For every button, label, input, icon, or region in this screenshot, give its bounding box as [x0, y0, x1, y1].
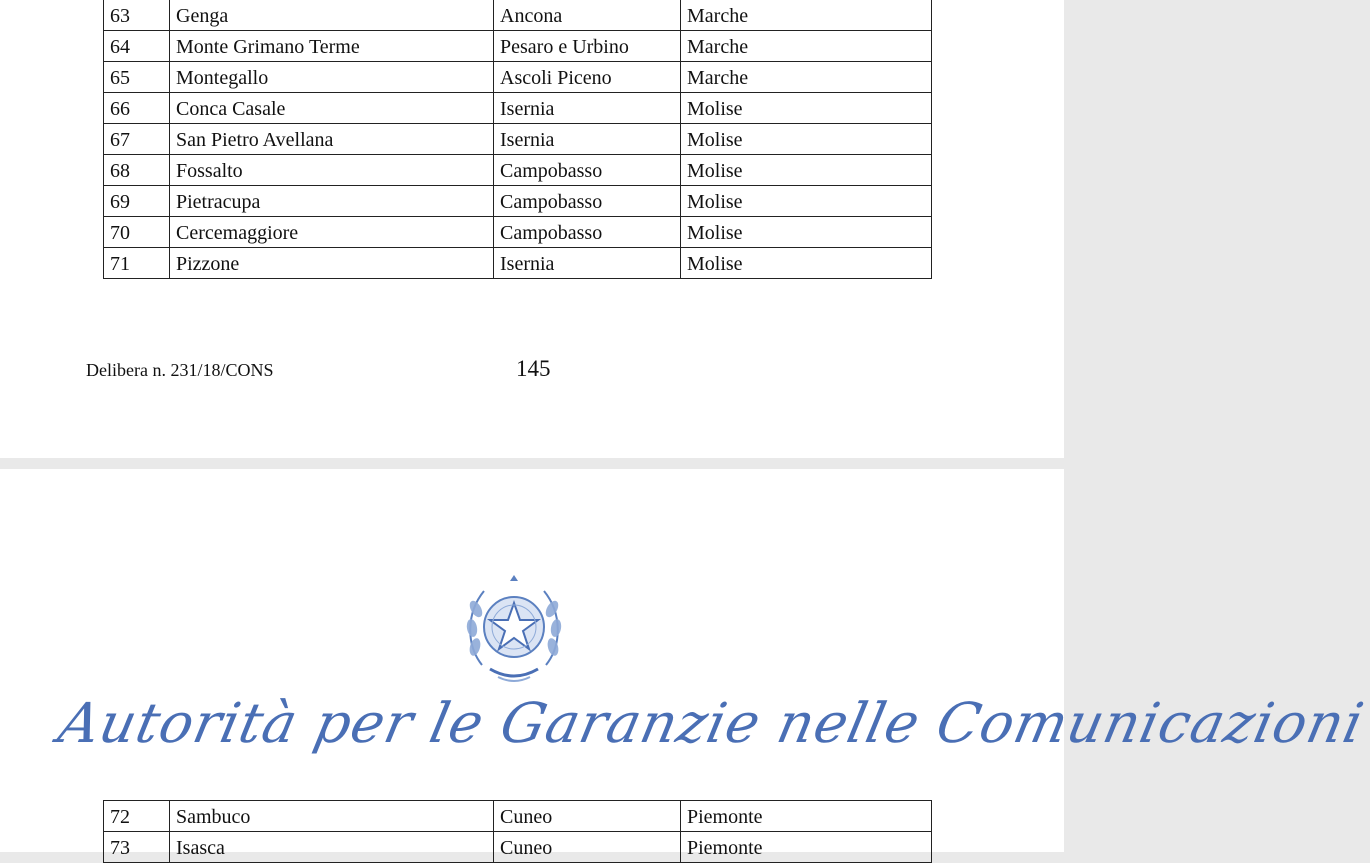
comune-name: Monte Grimano Terme — [170, 31, 494, 62]
provincia-name: Isernia — [494, 124, 681, 155]
table-row — [104, 217, 932, 248]
row-number: 69 — [104, 186, 170, 217]
row-number: 64 — [104, 31, 170, 62]
table-row — [104, 155, 932, 186]
regione-name: Marche — [681, 31, 932, 62]
municipalities-table-continued — [103, 800, 932, 863]
italian-republic-emblem-icon — [462, 573, 566, 691]
regione-name: Marche — [681, 0, 932, 31]
table-row — [104, 124, 932, 155]
provincia-name: Campobasso — [494, 186, 681, 217]
table-row — [104, 801, 932, 832]
comune-name: Pizzone — [170, 248, 494, 279]
comune-name: Isasca — [170, 832, 494, 863]
table-row — [104, 93, 932, 124]
row-number: 70 — [104, 217, 170, 248]
table-row — [104, 832, 932, 863]
provincia-name: Ascoli Piceno — [494, 62, 681, 93]
regione-name: Molise — [681, 248, 932, 279]
row-number: 65 — [104, 62, 170, 93]
provincia-name: Isernia — [494, 93, 681, 124]
row-number: 71 — [104, 248, 170, 279]
table-row — [104, 186, 932, 217]
authority-name: Autorità per le Garanzie nelle Comunicazioni — [53, 691, 1370, 755]
regione-name: Molise — [681, 93, 932, 124]
row-number: 67 — [104, 124, 170, 155]
provincia-name: Pesaro e Urbino — [494, 31, 681, 62]
row-number: 73 — [104, 832, 170, 863]
page-number: 145 — [516, 356, 551, 381]
comune-name: Montegallo — [170, 62, 494, 93]
regione-name: Piemonte — [681, 832, 932, 863]
footer-delibera-ref: Delibera n. 231/18/CONS — [86, 360, 274, 380]
table-row — [104, 31, 932, 62]
provincia-name: Cuneo — [494, 801, 681, 832]
regione-name: Marche — [681, 62, 932, 93]
pdf-page-146 — [0, 469, 1370, 859]
provincia-name: Isernia — [494, 248, 681, 279]
regione-name: Molise — [681, 124, 932, 155]
row-number: 68 — [104, 155, 170, 186]
table-row — [104, 0, 932, 31]
regione-name: Molise — [681, 217, 932, 248]
row-number: 63 — [104, 0, 170, 31]
table-row — [104, 62, 932, 93]
regione-name: Molise — [681, 155, 932, 186]
regione-name: Molise — [681, 186, 932, 217]
comune-name: Sambuco — [170, 801, 494, 832]
table-row — [104, 248, 932, 279]
provincia-name: Campobasso — [494, 217, 681, 248]
comune-name: Conca Casale — [170, 93, 494, 124]
comune-name: Cercemaggiore — [170, 217, 494, 248]
row-number: 66 — [104, 93, 170, 124]
provincia-name: Cuneo — [494, 832, 681, 863]
pdf-page-145 — [0, 0, 1064, 458]
municipalities-table — [103, 0, 932, 279]
comune-name: Pietracupa — [170, 186, 494, 217]
row-number: 72 — [104, 801, 170, 832]
provincia-name: Campobasso — [494, 155, 681, 186]
provincia-name: Ancona — [494, 0, 681, 31]
comune-name: San Pietro Avellana — [170, 124, 494, 155]
regione-name: Piemonte — [681, 801, 932, 832]
comune-name: Genga — [170, 0, 494, 31]
comune-name: Fossalto — [170, 155, 494, 186]
